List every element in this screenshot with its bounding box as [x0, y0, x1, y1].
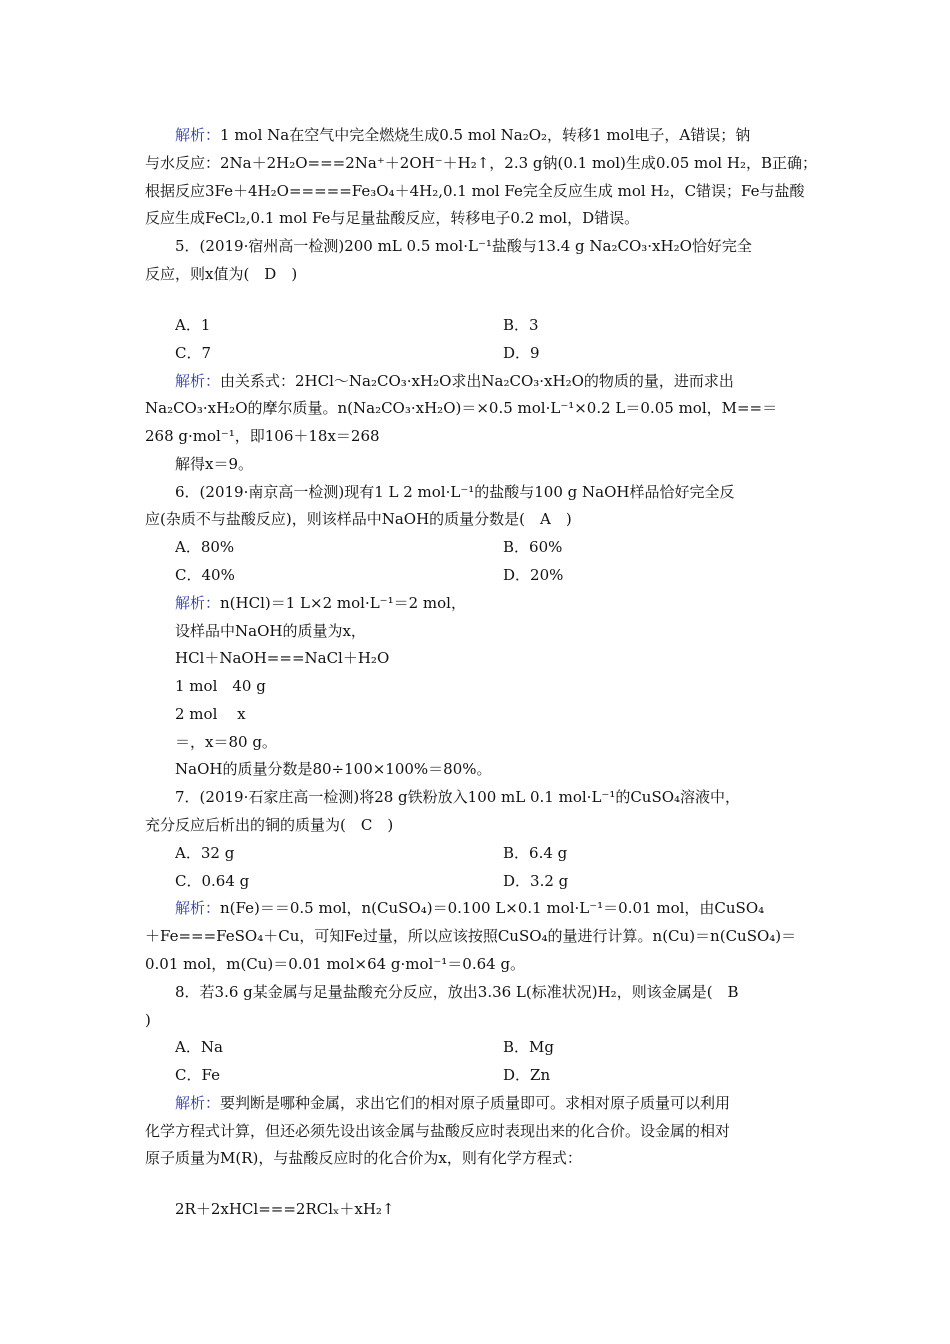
q8-analysis-line-3: 原子质量为M(R)，与盐酸反应时的化合价为x，则有化学方程式： [145, 1149, 582, 1167]
q7-analysis-line-2: ＋Fe===FeSO₄＋Cu，可知Fe过量，所以应该按照CuSO₄的量进行计算。n(Cu)＝n(CuSO₄)＝ [145, 927, 797, 945]
analysis-label: 解析： [175, 126, 221, 144]
q4-analysis-line-2: 与水反应：2Na＋2H₂O===2Na⁺＋2OH⁻＋H₂↑，2.3 g钠(0.1 mol)生成0.05 mol H₂，B正确； [145, 154, 817, 172]
analysis-label: 解析： [175, 372, 221, 390]
q6-stem-line-1: 6．(2019·南京高一检测)现有1 L 2 mol·L⁻¹的盐酸与100 g NaOH样品恰好完全反 [175, 483, 735, 501]
q6-analysis-line-1: 解析：n(HCl)＝1 L×2 mol·L⁻¹＝2 mol， [175, 594, 466, 612]
q5-stem-line-2: 反应，则x值为( D ) [145, 265, 298, 283]
q5-stem-line-1: 5．(2019·宿州高一检测)200 mL 0.5 mol·L⁻¹盐酸与13.4 g Na₂CO₃·xH₂O恰好完全 [175, 237, 752, 255]
q8-analysis-line-1: 解析：要判断是哪种金属，求出它们的相对原子质量即可。求相对原子质量可以利用 [175, 1094, 731, 1112]
q8-stem-line-1: 8．若3.6 g某金属与足量盐酸充分反应，放出3.36 L(标准状况)H₂，则该金属是( B [175, 983, 739, 1001]
q5-option-d: D．9 [503, 344, 540, 362]
q6-option-d: D．20% [503, 566, 564, 584]
q7-stem-line-2: 充分反应后析出的铜的质量为( C ) [145, 816, 394, 834]
q5-option-c: C．7 [175, 344, 212, 362]
q6-analysis-line-6: ＝，x＝80 g。 [175, 733, 277, 751]
q5-analysis-line-3: 268 g·mol⁻¹，即106＋18x＝268 [145, 427, 380, 445]
q8-option-b: B．Mg [503, 1038, 554, 1056]
q7-stem-line-1: 7．(2019·石家庄高一检测)将28 g铁粉放入100 mL 0.1 mol·L⁻¹的CuSO₄溶液中， [175, 788, 741, 806]
q8-option-a: A．Na [175, 1038, 223, 1056]
q6-option-a: A．80% [175, 538, 235, 556]
analysis-label: 解析： [175, 899, 221, 917]
q4-analysis-line-1: 解析：1 mol Na在空气中完全燃烧生成0.5 mol Na₂O₂，转移1 mol电子，A错误；钠 [175, 126, 751, 144]
q7-option-d: D．3.2 g [503, 872, 569, 890]
q6-analysis-line-3: HCl＋NaOH===NaCl＋H₂O [175, 649, 390, 667]
analysis-label: 解析： [175, 594, 221, 612]
q6-analysis-line-4: 1 mol 40 g [175, 677, 266, 695]
analysis-label: 解析： [175, 1094, 221, 1112]
q7-option-a: A．32 g [175, 844, 235, 862]
q8-equation: 2R＋2xHCl===2RClₓ＋xH₂↑ [175, 1200, 395, 1218]
q7-analysis-line-3: 0.01 mol，m(Cu)＝0.01 mol×64 g·mol⁻¹＝0.64 g。 [145, 955, 526, 973]
q7-option-b: B．6.4 g [503, 844, 568, 862]
q5-analysis-line-1: 解析：由关系式：2HCl～Na₂CO₃·xH₂O求出Na₂CO₃·xH₂O的物质的量，进而求出 [175, 372, 734, 390]
q8-option-c: C．Fe [175, 1066, 220, 1084]
q6-analysis-line-5: 2 mol x [175, 705, 246, 723]
q4-analysis-line-3: 根据反应3Fe＋4H₂O=====Fe₃O₄＋4H₂,0.1 mol Fe完全反应生成 mol H₂，C错误；Fe与盐酸 [145, 182, 805, 200]
q6-option-b: B．60% [503, 538, 563, 556]
q8-stem-line-2: ) [145, 1011, 151, 1029]
q5-option-b: B．3 [503, 316, 539, 334]
q7-option-c: C．0.64 g [175, 872, 250, 890]
q5-option-a: A．1 [175, 316, 211, 334]
q6-analysis-line-2: 设样品中NaOH的质量为x， [175, 622, 366, 640]
q7-analysis-line-1: 解析：n(Fe)＝＝0.5 mol，n(CuSO₄)＝0.100 L×0.1 mol·L⁻¹＝0.01 mol，由CuSO₄ [175, 899, 765, 917]
q5-analysis-line-2: Na₂CO₃·xH₂O的摩尔质量。n(Na₂CO₃·xH₂O)＝×0.5 mol·L⁻¹×0.2 L＝0.05 mol，M==＝ [145, 399, 778, 417]
q4-analysis-line-4: 反应生成FeCl₂,0.1 mol Fe与足量盐酸反应，转移电子0.2 mol，D错误。 [145, 209, 640, 227]
q8-analysis-line-2: 化学方程式计算，但还必须先设出该金属与盐酸反应时表现出来的化合价。设金属的相对 [145, 1122, 731, 1140]
q5-analysis-line-4: 解得x＝9。 [175, 455, 254, 473]
q6-analysis-line-7: NaOH的质量分数是80÷100×100%＝80%。 [175, 760, 492, 778]
q6-option-c: C．40% [175, 566, 235, 584]
q8-option-d: D．Zn [503, 1066, 551, 1084]
q6-stem-line-2: 应(杂质不与盐酸反应)，则该样品中NaOH的质量分数是( A ) [145, 510, 572, 528]
